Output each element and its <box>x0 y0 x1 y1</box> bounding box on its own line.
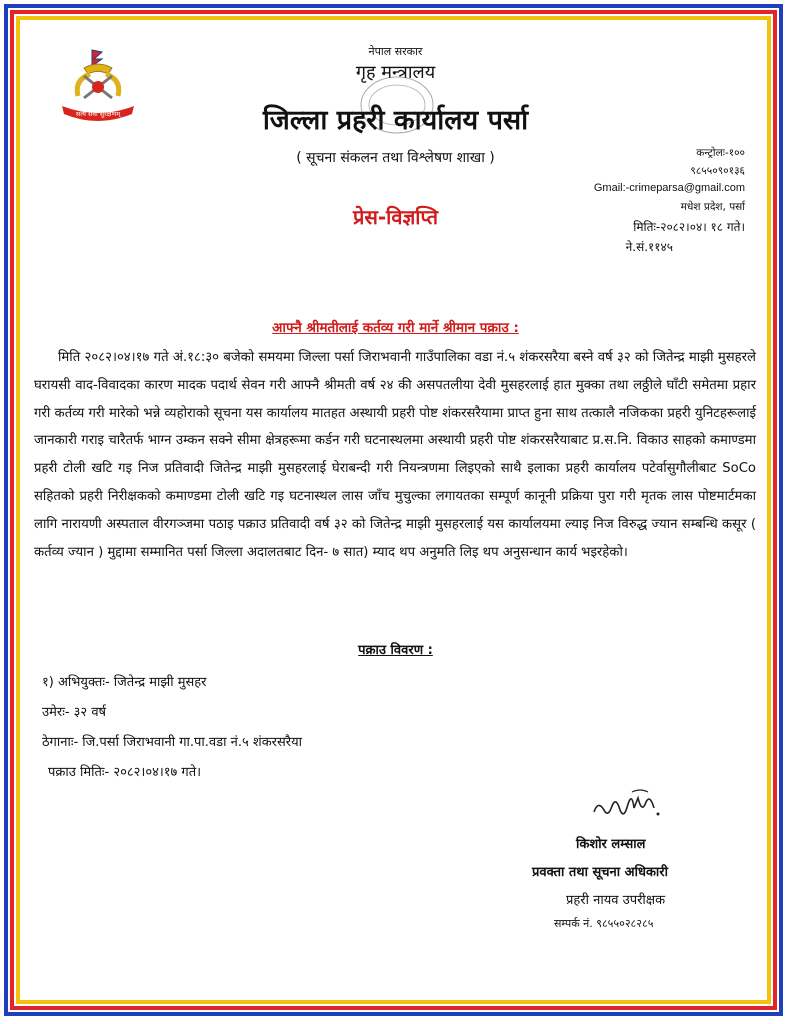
press-body-paragraph: मिति २०८२।०४।१७ गते अं.१८:३० बजेको समयमा जिल्ला पर्सा जिराभवानी गाउँपालिका वडा नं.५ शंकरसरैया बस्ने वर्ष ३२ को जितेन्द्र माझी मुसहरले घरायसी वाद-विवादका कारण मादक पदार्थ सेवन गरी आफ्नै श्रीमती वर्ष २४ की असपतलीया देवी मुसहरलाई हात मुक्का तथा लठ्ठीले घाँटी समेतमा प्रहार गरी कर्तव्य गरी मारेको भन्ने व्यहोराको सूचना यस कार्यालय मातहत अस्थायी प्रहरी पोष्ट शंकरसरैयामा प्राप्त हुना साथ तत्कालै नजिकका प्रहरी युनिटहरूलाई जानकारी गराइ चारैतर्फ भाग्न उम्कन सक्ने सीमा क्षेत्रहरूमा कर्डन गरी घटनास्थलमा अस्थायी प्रहरी पोष्ट शंकरसरैयाबाट प्र.स.नि. विकाउ साहको कमाण्डमा प्रहरी टोली खटि गइ निज प्रतिवादी जितेन्द्र माझी मुसहरलाई घेराबन्दी गरी नियन्त्रणमा लिइएको साथै इलाका प्रहरी कार्यालय पटेर्वासुगौलीबाट SoCo सहितको प्रहरी निरीक्षकको कमाण्डमा टोली खटि गइ घटनास्थल लास जाँच मुचुल्का लगायतका सम्पूर्ण कानूनी प्रक्रिया पुरा गरी मृतक लास पोष्टमार्टमका लागि नारायणी अस्पताल वीरगञ्जमा पठाइ पक्राउ प्रतिवादी वर्ष ३२ को जितेन्द्र माझी मुसहरलाई यस कार्यालयमा ल्याइ निज विरुद्ध ज्यान सम्बन्धि कसूर ( कर्तव्य ज्यान ) मुद्दामा सम्मानित पर्सा जिल्ला अदालतबाट दिन- ७ सात) म्याद थप अनुमति लिइ थप अनुसन्धान कार्य भइरहेको। <box>34 350 756 560</box>
ministry-name: गृह मन्त्रालय <box>355 62 436 83</box>
signatory-title: प्रवक्ता तथा सूचना अधिकारी <box>532 865 668 880</box>
arrest-details-heading: पक्राउ विवरण : <box>358 643 433 658</box>
svg-text:सत्य सेवा सुरक्षणम्: सत्य सेवा सुरक्षणम् <box>75 110 121 118</box>
issue-date: मितिः-२०८२।०४। १८ गते। <box>633 220 745 234</box>
government-label: नेपाल सरकार <box>368 45 423 58</box>
news-headline: आफ्नै श्रीमतीलाई कर्तव्य गरी मार्ने श्रीमान पक्राउ : <box>272 320 519 336</box>
age-line: उमेरः- ३२ वर्ष <box>42 705 107 720</box>
contact-email: Gmail:-crimeparsa@gmail.com <box>593 182 745 194</box>
arrest-date-line: पक्राउ मितिः- २०८२।०४।१७ गते। <box>48 765 202 780</box>
branch-name: ( सूचना संकलन तथा विश्लेषण शाखा ) <box>296 150 495 166</box>
signatory-phone: सम्पर्क नं. ९८५५०२८२८५ <box>554 917 654 930</box>
accused-line: १) अभियुक्तः- जितेन्द्र माझी मुसहर <box>42 675 207 690</box>
control-number: कन्ट्रोलः-१०० <box>696 147 745 159</box>
address-line: ठेगानाः- जि.पर्सा जिराभवानी गा.पा.वडा नं.५ शंकरसरैया <box>42 735 303 750</box>
press-release-title: प्रेस-विज्ञप्ति <box>352 205 439 229</box>
svg-text:नेपाल प्रहरी: नेपाल प्रहरी <box>86 102 110 108</box>
signatory-rank: प्रहरी नायव उपरीक्षक <box>566 893 666 908</box>
signatory-name: किशोर लम्साल <box>576 837 646 852</box>
nepal-sambat-ref: ने.सं.११४५ <box>625 240 673 254</box>
contact-phone: ९८५५०९०१३६ <box>690 165 745 177</box>
handwritten-signature <box>588 784 668 830</box>
province-label: मधेश प्रदेश, पर्सा <box>680 201 745 213</box>
office-title: जिल्ला प्रहरी कार्यालय पर्सा <box>262 105 529 136</box>
